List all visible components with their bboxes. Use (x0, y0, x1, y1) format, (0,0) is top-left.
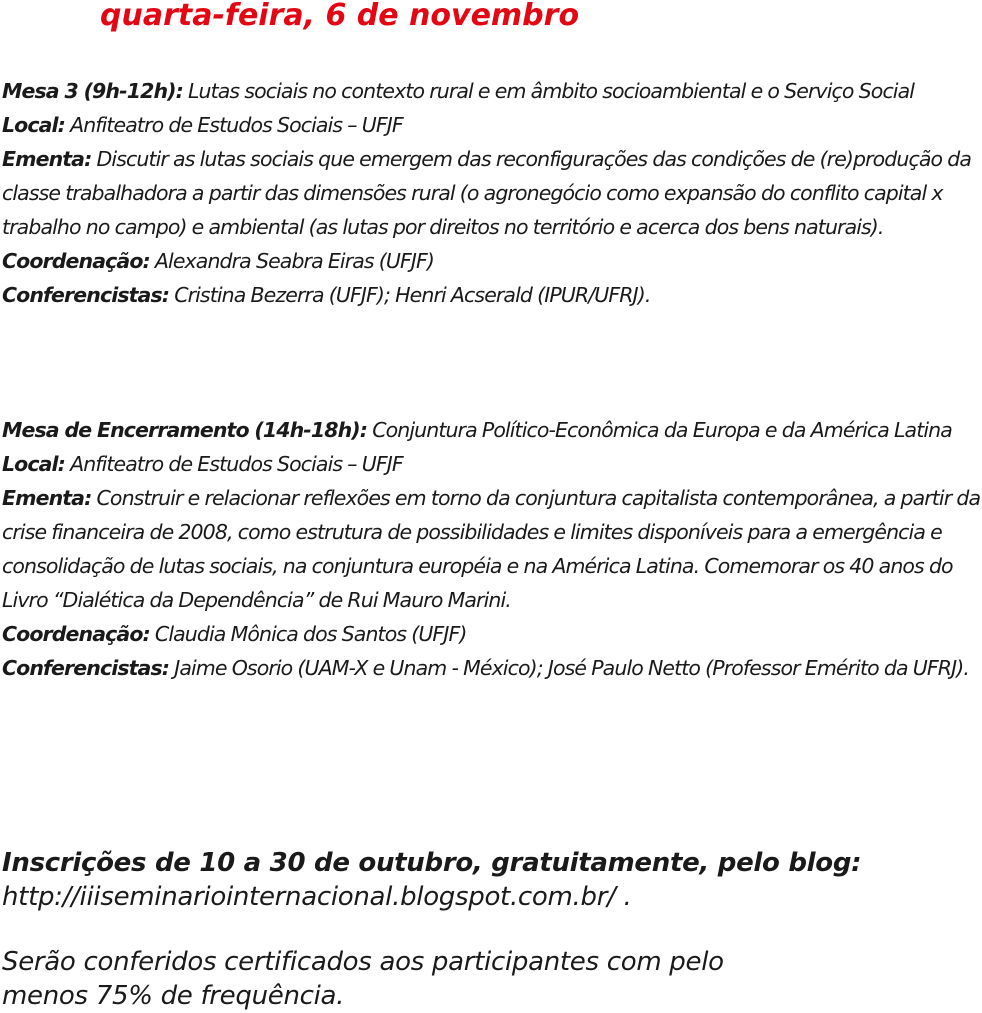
session-title-label: Mesa 3 (9h-12h): (2, 79, 183, 103)
conferencistas-text: Jaime Osorio (UAM-X e Unam - México); José Paulo Netto (Professor Emérito da UFRJ). (169, 656, 969, 680)
session-title-text: Conjuntura Político-Econômica da Europa e da América Latina (367, 418, 952, 442)
ementa-text: Discutir as lutas sociais que emergem das reconfigurações das condições de (re)produção da classe trabalhadora a partir das dimensões rural (o agronegócio como expansão do conflito capital x trabalho no campo) e ambiental (as lutas por direitos no território e acerca dos bens naturais). (2, 147, 972, 239)
session-ementa (2, 142, 982, 244)
session-ementa (2, 481, 982, 617)
ementa-label: Ementa: (2, 147, 92, 171)
local-label: Local: (2, 113, 65, 137)
registration-text: Inscrições de 10 a 30 de outubro, gratuitamente, pelo blog: (2, 848, 862, 878)
session-mesa-3 (2, 74, 982, 312)
local-text: Anfiteatro de Estudos Sociais – UFJF (64, 113, 403, 137)
coordenacao-text: Claudia Mônica dos Santos (UFJF) (149, 622, 467, 646)
local-text: Anfiteatro de Estudos Sociais – UFJF (64, 452, 403, 476)
session-mesa-encerramento (2, 413, 982, 685)
registration-notice (2, 846, 977, 914)
session-conferencistas (2, 651, 982, 685)
conferencistas-label: Conferencistas: (2, 656, 170, 680)
coordenacao-label: Coordenação: (2, 622, 150, 646)
session-local (2, 447, 982, 481)
ementa-label: Ementa: (2, 486, 92, 510)
session-local (2, 108, 982, 142)
certificate-notice (2, 945, 762, 1013)
conferencistas-text: Cristina Bezerra (UFJF); Henri Acserald (IPUR/UFRJ). (169, 283, 651, 307)
session-title (2, 74, 982, 108)
session-title-label: Mesa de Encerramento (14h-18h): (2, 418, 368, 442)
certificate-text: Serão conferidos certificados aos participantes com pelo menos 75% de frequência. (2, 947, 724, 1011)
registration-url[interactable]: http://iiiseminariointernacional.blogspot.com.br/ . (2, 882, 632, 912)
session-coordenacao (2, 244, 982, 278)
session-conferencistas (2, 278, 982, 312)
conferencistas-label: Conferencistas: (2, 283, 170, 307)
day-heading: quarta-feira, 6 de novembro (100, 0, 580, 33)
local-label: Local: (2, 452, 65, 476)
session-title (2, 413, 982, 447)
session-coordenacao (2, 617, 982, 651)
coordenacao-text: Alexandra Seabra Eiras (UFJF) (149, 249, 435, 273)
ementa-text: Construir e relacionar reflexões em torno da conjuntura capitalista contemporânea, a partir da crise financeira de 2008, como estrutura de possibilidades e limites disponíveis para a emergência e consolidação de lutas sociais, na conjuntura européia e na América Latina. Comemorar os 40 anos do Livro “Dialética da Dependência” de Rui Mauro Marini. (2, 486, 981, 612)
session-title-text: Lutas sociais no contexto rural e em âmbito socioambiental e o Serviço Social (182, 79, 915, 103)
coordenacao-label: Coordenação: (2, 249, 150, 273)
